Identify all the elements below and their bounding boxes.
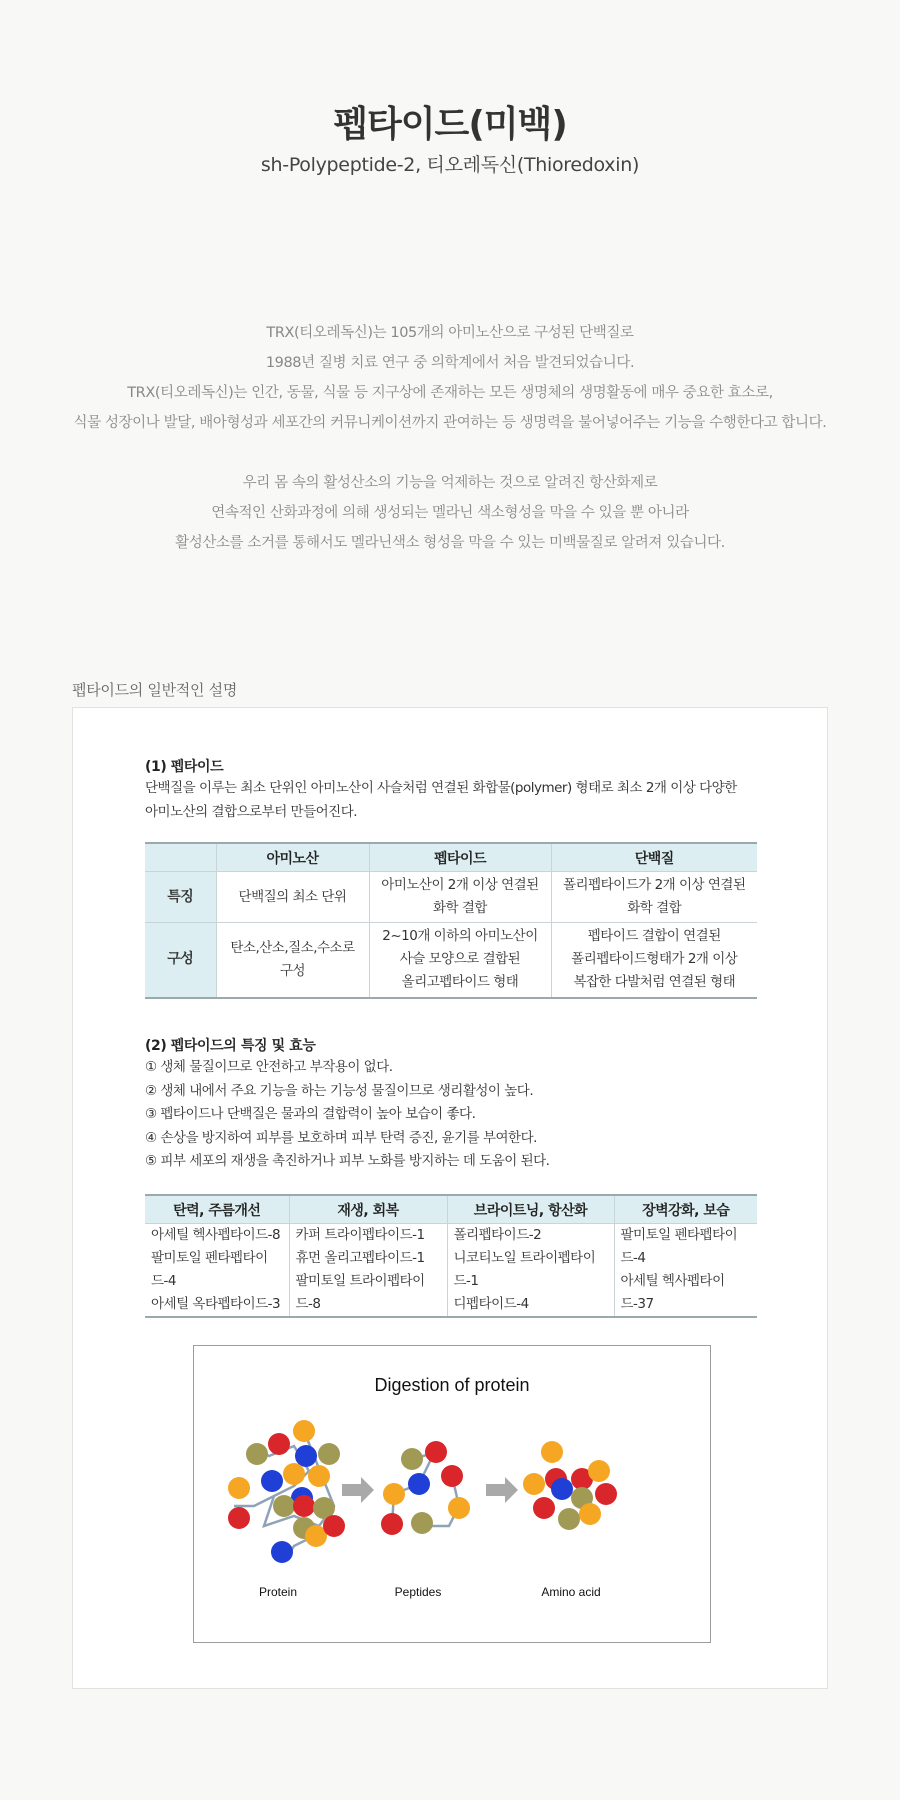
table-cell	[447, 1224, 614, 1318]
intro-line: 우리 몸 속의 활성산소의 기능을 억제하는 것으로 알려진 항산화제로	[242, 475, 658, 491]
table-header-cell: 브라이트닝, 항산화	[447, 1195, 614, 1224]
peptides-atoms	[381, 1441, 470, 1535]
section-label: 펩타이드의 일반적인 설명	[72, 681, 238, 699]
intro-line: 활성산소를 소거를 통해서도 멜라닌색소 형성을 막을 수 있는 미백물질로 알려져 있습니다.	[175, 535, 725, 551]
table-header-cell: 재생, 회복	[289, 1195, 447, 1224]
cell-line: 탄소,산소,질소,수소로	[230, 939, 355, 956]
efficacy-table	[145, 1194, 757, 1318]
table-cell	[216, 872, 369, 923]
intro-line: 연속적인 산화과정에 의해 생성되는 멜라닌 색소형성을 막을 수 있을 뿐 아니라	[211, 505, 689, 521]
table-cell	[289, 1224, 447, 1318]
table-cell	[369, 923, 551, 998]
table-header-cell: 아미노산	[216, 843, 369, 872]
cell-line: 디펩타이드-4	[453, 1296, 529, 1312]
diagram-title: Digestion of protein	[374, 1375, 530, 1395]
peptide-description	[145, 776, 765, 824]
description-line: 단백질을 이루는 최소 단위인 아미노산이 사슬처럼 연결된 화합물(polymer) 형태로 최소 2개 이상 다양한	[145, 780, 737, 796]
row-label: 특징	[145, 872, 216, 923]
features-heading: (2) 펩타이드의 특징 및 효능	[145, 1038, 316, 1054]
description-line: 아미노산의 결합으로부터 만들어진다.	[145, 804, 358, 820]
cell-line: 니코티노일 트라이펩타이드-1	[453, 1250, 596, 1289]
cell-line: 올리고펩타이드 형태	[401, 974, 519, 991]
table-header-cell: 탄력, 주름개선	[145, 1195, 289, 1224]
peptides-label: Peptides	[394, 1585, 442, 1599]
cell-line: 복잡한 다발처럼 연결된 형태	[573, 974, 736, 991]
cell-line: 팔미토일 펜타펩타이드-4	[151, 1250, 268, 1289]
comparison-table	[145, 842, 757, 999]
intro-line: 1988년 질병 치료 연구 중 의학계에서 처음 발견되었습니다.	[265, 355, 635, 371]
intro-line: TRX(티오레독신)는 인간, 동물, 식물 등 지구상에 존재하는 모든 생명체의 생명활동에 매우 중요한 효소로,	[127, 385, 773, 401]
intro-line: TRX(티오레독신)는 105개의 아미노산으로 구성된 단백질로	[266, 325, 634, 341]
description-panel	[72, 707, 828, 1689]
cell-line: 폴리펩타이드-2	[453, 1227, 542, 1243]
features-list	[145, 1056, 549, 1174]
table-cell	[551, 872, 757, 923]
intro-text	[0, 318, 900, 558]
list-item: ④ 손상을 방지하여 피부를 보호하며 피부 탄력 증진, 윤기를 부여한다.	[145, 1129, 537, 1146]
cell-line: 아미노산이 2개 이상 연결된	[381, 877, 539, 893]
arrow-icon	[342, 1477, 374, 1503]
table-cell	[551, 923, 757, 998]
cell-line: 단백질의 최소 단위	[238, 888, 347, 905]
peptide-heading: (1) 펩타이드	[145, 759, 224, 775]
cell-line: 구성	[279, 962, 306, 979]
table-header-cell: 단백질	[551, 843, 757, 872]
table-row	[145, 923, 757, 998]
cell-line: 폴리펩타이드형태가 2개 이상	[571, 951, 738, 968]
table-header-cell	[145, 843, 216, 872]
cell-line: 2~10개 이하의 아미노산이	[382, 928, 538, 945]
table-header-row	[145, 843, 757, 872]
cell-line: 팔미토일 펜타펩타이드-4	[620, 1227, 738, 1266]
page-subtitle: sh-Polypeptide-2, 티오레독신(Thioredoxin)	[260, 154, 640, 176]
cell-line: 휴먼 올리고펩타이드-1	[295, 1250, 425, 1266]
amino-acid-atoms	[523, 1441, 617, 1530]
table-header-row	[145, 1195, 757, 1224]
cell-line: 폴리펩타이드가 2개 이상 연결된	[563, 877, 746, 893]
intro-line: 식물 성장이나 발달, 배아형성과 세포간의 커뮤니케이션까지 관여하는 등 생명력을 불어넣어주는 기능을 수행한다고 합니다.	[73, 415, 827, 431]
table-cell	[614, 1224, 757, 1318]
list-item: ③ 펩타이드나 단백질은 물과의 결합력이 높아 보습이 좋다.	[145, 1106, 476, 1122]
page-title: 펩타이드(미백)	[333, 104, 567, 145]
table-cell	[216, 923, 369, 998]
table-cell	[145, 1224, 289, 1318]
row-label: 구성	[145, 923, 216, 998]
cell-line: 아세틸 옥타펩타이드-3	[151, 1296, 281, 1312]
table-header-cell: 장벽강화, 보습	[614, 1195, 757, 1224]
cell-line: 사슬 모양으로 결합된	[399, 951, 521, 968]
table-row	[145, 1224, 757, 1318]
cell-line: 아세틸 헥사펩타이드-37	[620, 1273, 725, 1312]
table-row	[145, 872, 757, 923]
amino-acid-label: Amino acid	[541, 1585, 601, 1599]
list-item: ① 생체 물질이므로 안전하고 부작용이 없다.	[145, 1059, 393, 1075]
cell-line: 카퍼 트라이펩타이드-1	[295, 1227, 425, 1243]
list-item: ⑤ 피부 세포의 재생을 촉진하거나 피부 노화를 방지하는 데 도움이 된다.	[145, 1153, 550, 1169]
cell-line: 화학 결합	[433, 900, 487, 916]
list-item: ② 생체 내에서 주요 기능을 하는 기능성 물질이므로 생리활성이 높다.	[145, 1082, 534, 1099]
table-header-cell: 펩타이드	[369, 843, 551, 872]
digestion-illustration	[194, 1346, 710, 1642]
arrow-icon	[486, 1477, 518, 1503]
cell-line: 펩타이드 결합이 연결된	[587, 928, 721, 945]
cell-line: 화학 결합	[627, 900, 682, 916]
digestion-diagram	[193, 1345, 711, 1643]
cell-line: 팔미토일 트라이펩타이드-8	[295, 1273, 425, 1312]
table-cell	[369, 872, 551, 923]
cell-line: 아세틸 헥사펩타이드-8	[151, 1227, 281, 1243]
protein-label: Protein	[258, 1585, 298, 1599]
